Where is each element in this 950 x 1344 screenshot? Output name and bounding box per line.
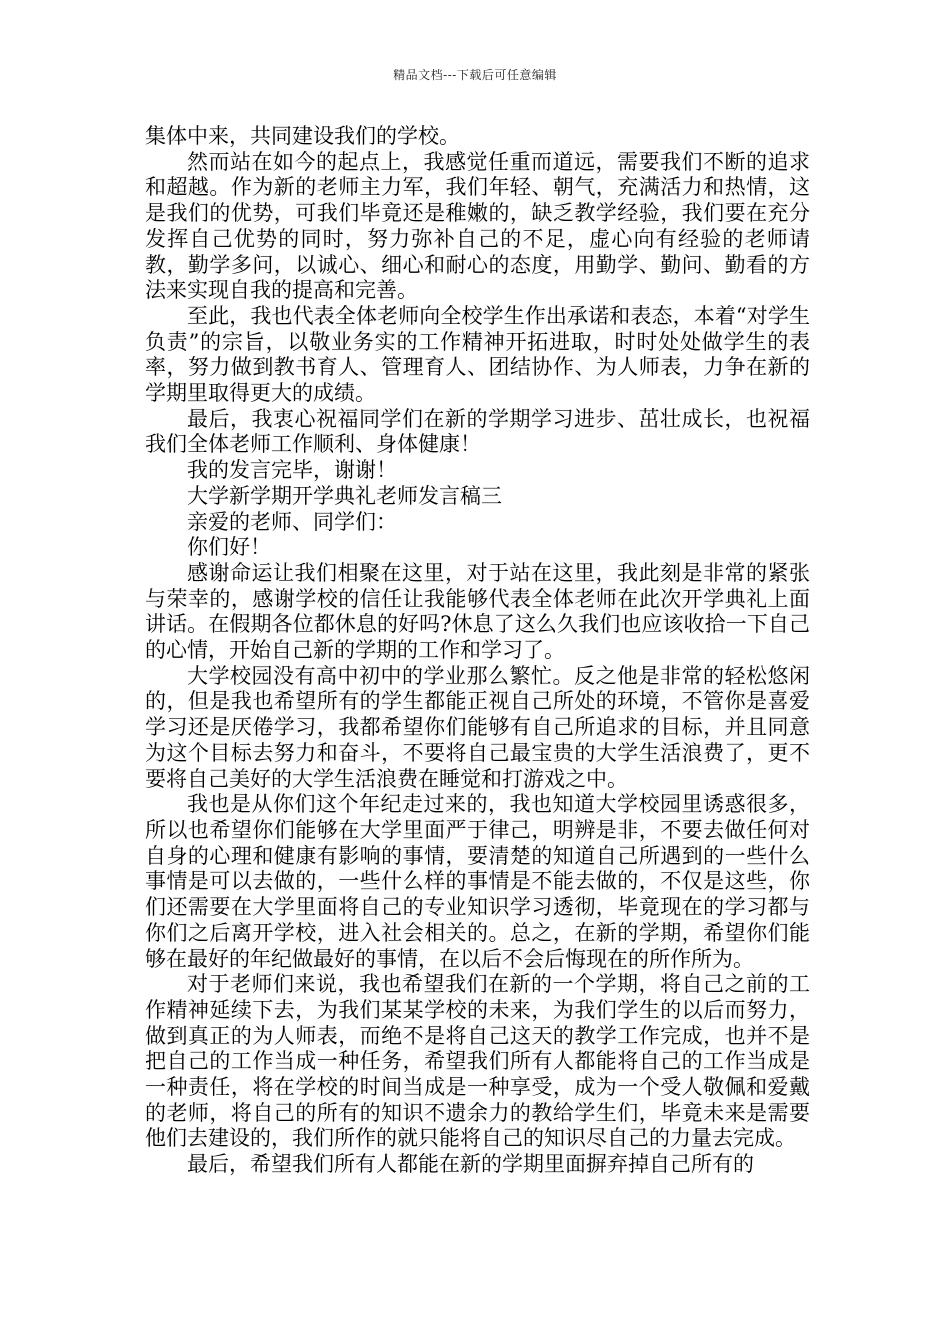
section-title: 大学新学期开学典礼老师发言稿三 (187, 483, 502, 508)
document-body (145, 124, 810, 1178)
page-header: 精品文档---下载后可任意编辑 (393, 68, 557, 82)
greeting: 你们好！ (187, 535, 271, 560)
paragraph: 我也是从你们这个年纪走过来的，我也知道大学校园里诱惑很多，所以也希望你们能够在大学里面严于律己，明辨是非，不要去做任何对自身的心理和健康有影响的事情，要清楚的知道自己所遇到的一些什么事情是可以去做的，一些什么样的事情是不能去做的，不仅是这些，你们还需要在大学里面将自己的专业知识学习透彻，毕竟现在的学习都与你们之后离开学校，进入社会相关的。总之，在新的学期，希望你们能够在最好的年纪做最好的事情，在以后不会后悔现在的所作所为。 (145, 792, 810, 971)
paragraph: 集体中来，共同建设我们的学校。 (145, 124, 460, 148)
paragraph: 至此，我也代表全体老师向全校学生作出承诺和表态，本着“对学生负责”的宗旨，以敬业务实的工作精神开拓进取，时时处处做学生的表率，努力做到教书育人、管理育人、团结协作、为人师表，力争在新的学期里取得更大的成绩。 (145, 303, 810, 406)
paragraph: 感谢命运让我们相聚在这里，对于站在这里，我此刻是非常的紧张与荣幸的，感谢学校的信任让我能够代表全体老师在此次开学典礼上面讲话。在假期各位都休息的好吗?休息了这么久我们也应该收拾一下自己的心情，开始自己新的学期的工作和学习了。 (145, 560, 810, 663)
paragraph: 然而站在如今的起点上，我感觉任重而道远，需要我们不断的追求和超越。作为新的老师主力军，我们年轻、朝气，充满活力和热情，这是我们的优势，可我们毕竟还是稚嫩的，缺乏教学经验，我们要在充分发挥自己优势的同时，努力弥补自己的不足，虚心向有经验的老师请教，勤学多问，以诚心、细心和耐心的态度，用勤学、勤问、勤看的方法来实现自我的提高和完善。 (145, 149, 810, 303)
paragraph: 最后，我衷心祝福同学们在新的学期学习进步、茁壮成长，也祝福我们全体老师工作顺利、身体健康！ (145, 406, 810, 457)
closing-line: 我的发言完毕，谢谢！ (187, 458, 397, 483)
paragraph: 对于老师们来说，我也希望我们在新的一个学期，将自己之前的工作精神延续下去，为我们某某学校的未来，为我们学生的以后而努力，做到真正的为人师表，而绝不是将自己这天的教学工作完成，也并不是把自己的工作当成一种任务，希望我们所有人都能将自己的工作当成是一种责任，将在学校的时间当成是一种享受，成为一个受人敬佩和爱戴的老师，将自己的所有的知识不遗余力的教给学生们，毕竟未来是需要他们去建设的，我们所作的就只能将自己的知识尽自己的力量去完成。 (145, 972, 810, 1151)
paragraph: 大学校园没有高中初中的学业那么繁忙。反之他是非常的轻松悠闲的，但是我也希望所有的学生都能正视自己所处的环境，不管你是喜爱学习还是厌倦学习，我都希望你们能够有自己所追求的目标，并且同意为这个目标去努力和奋斗，不要将自己最宝贵的大学生活浪费了，更不要将自己美好的大学生活浪费在睡觉和打游戏之中。 (145, 663, 810, 791)
paragraph: 最后，希望我们所有人都能在新的学期里面摒弃掉自己所有的 (187, 1152, 754, 1177)
salutation: 亲爱的老师、同学们： (187, 509, 397, 534)
